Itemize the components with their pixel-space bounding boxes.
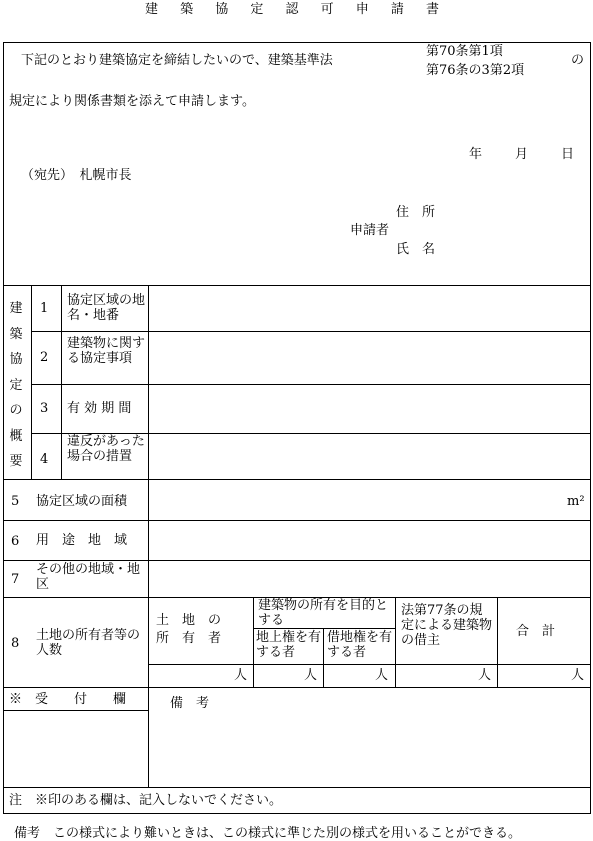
addressee: （宛先） 札幌市長: [21, 168, 132, 183]
land-owner-line2: 所 有 者: [156, 631, 222, 646]
row-5-label: 協定区域の面積: [36, 494, 128, 509]
application-form: [3, 42, 591, 814]
row-4-label: 違反があった場合の措置: [67, 434, 145, 464]
row-3-num: 3: [40, 401, 49, 416]
row-8-label: 土地の所有者等の人数: [36, 628, 141, 658]
unit-surface-right: 人: [304, 668, 318, 683]
reception-label: ※ 受 付 欄: [9, 692, 127, 707]
row-4-num: 4: [40, 452, 49, 467]
row-2-label: 建築物に関する協定事項: [67, 336, 146, 366]
overview-header: 建 築 協 定 の 概 要: [9, 301, 23, 469]
lease-right-header: 借地権を有する者: [327, 630, 393, 660]
row-6-num: 6: [11, 534, 20, 549]
name-label: 氏 名: [396, 242, 436, 257]
row-1-label: 協定区域の地名・地番: [67, 293, 146, 323]
applicant-label: 申請者: [350, 223, 390, 238]
row-7-label: その他の地域・地区: [36, 562, 141, 592]
row-1-num: 1: [40, 301, 49, 316]
note: 注 ※印のある欄は、記入しないでください。: [9, 793, 283, 808]
footer-remark: 備考 この様式により難いときは、この様式に準じた別の様式を用いることができる。: [14, 826, 522, 841]
row-7-num: 7: [11, 572, 20, 587]
form-title: 建 築 協 定 認 可 申 請 書: [144, 2, 449, 17]
intro-particle: の: [571, 53, 585, 68]
row-5-num: 5: [11, 494, 20, 509]
unit-lease-right: 人: [375, 668, 389, 683]
art77-header: 法第77条の規定による建築物の借主: [401, 603, 493, 648]
unit-total: 人: [571, 668, 585, 683]
row-8-num: 8: [11, 636, 20, 651]
row-2-num: 2: [40, 350, 49, 365]
article-70: 第70条第1項: [426, 44, 503, 59]
unit-art77: 人: [478, 668, 492, 683]
unit-land-owner: 人: [234, 668, 248, 683]
date-day: 日: [561, 147, 575, 162]
intro-line1: 下記のとおり建築協定を締結したいので、建築基準法: [21, 53, 333, 68]
land-owner-line1: 土 地 の: [156, 613, 222, 628]
row-6-label: 用 途 地 域: [36, 533, 128, 548]
building-purpose-header: 建築物の所有を目的とする: [258, 598, 389, 628]
remarks-label: 備 考: [170, 696, 210, 711]
date-year: 年: [469, 147, 483, 162]
article-76: 第76条の3第2項: [426, 63, 525, 78]
surface-right-header: 地上権を有する者: [256, 630, 322, 660]
date-month: 月: [515, 147, 529, 162]
address-label: 住 所: [396, 205, 436, 220]
row-3-label: 有 効 期 間: [67, 401, 132, 416]
area-unit: m²: [567, 494, 585, 509]
total-header: 合 計: [516, 624, 556, 639]
intro-line2: 規定により関係書類を添えて申請します。: [9, 94, 255, 109]
